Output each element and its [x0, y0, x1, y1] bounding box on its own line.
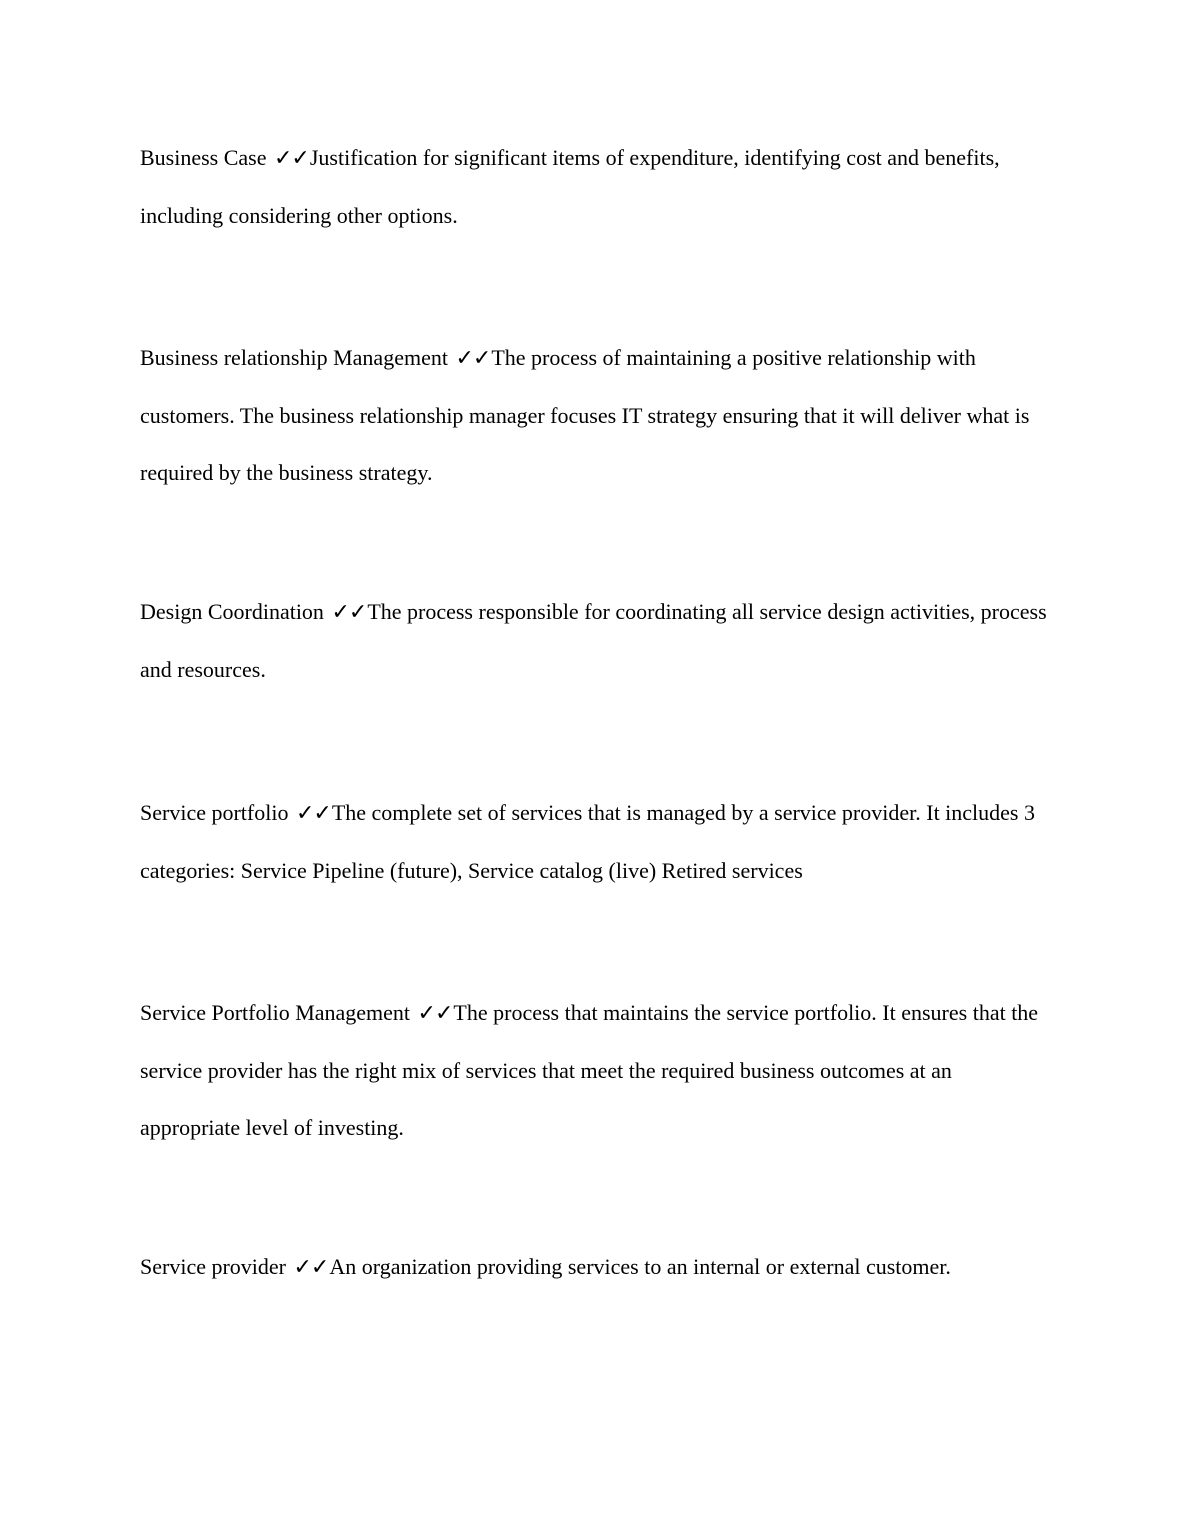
entry-definition: An organization providing services to an internal or external customer.: [329, 1254, 951, 1279]
glossary-entry-service-provider: [140, 1238, 1055, 1296]
entry-term: Design Coordination: [140, 599, 324, 624]
entry-term: Business relationship Management: [140, 345, 448, 370]
entry-term: Service Portfolio Management: [140, 1000, 411, 1025]
double-checkmark-icon: ✓✓: [417, 1001, 453, 1026]
entry-definition: The process of maintaining a positive relationship with customers. The business relationship manager focuses IT strategy ensuring that it will deliver what is required by the business strategy.: [140, 345, 1030, 485]
entry-definition: Justification for significant items of expenditure, identifying cost and benefits, including considering other options.: [140, 145, 1000, 228]
glossary-entry-business-case: [140, 129, 1055, 244]
double-checkmark-icon: ✓✓: [455, 346, 491, 371]
double-checkmark-icon: ✓✓: [293, 1255, 329, 1280]
double-checkmark-icon: ✓✓: [274, 146, 309, 171]
glossary-entry-design-coordination: [140, 583, 1055, 698]
entry-definition: The process that maintains the service portfolio. It ensures that the service provider has the right mix of services that meet the required business outcomes at an appropriate level of investing.: [140, 1000, 1039, 1140]
entry-term: Business Case: [140, 145, 267, 170]
double-checkmark-icon: ✓✓: [295, 801, 331, 826]
entry-term: Service portfolio: [140, 800, 289, 825]
entry-definition: The complete set of services that is managed by a service provider. It includes 3 categories: Service Pipeline (future), Service catalog (live) Retired services: [140, 800, 1035, 883]
entry-definition: The process responsible for coordinating all service design activities, process and resources.: [140, 599, 1047, 682]
double-checkmark-icon: ✓✓: [331, 600, 367, 625]
glossary-entry-service-portfolio-management: [140, 984, 1055, 1156]
glossary-entry-business-relationship-management: [140, 329, 1055, 501]
glossary-entry-service-portfolio: [140, 784, 1055, 899]
entry-term: Service provider: [140, 1254, 286, 1279]
